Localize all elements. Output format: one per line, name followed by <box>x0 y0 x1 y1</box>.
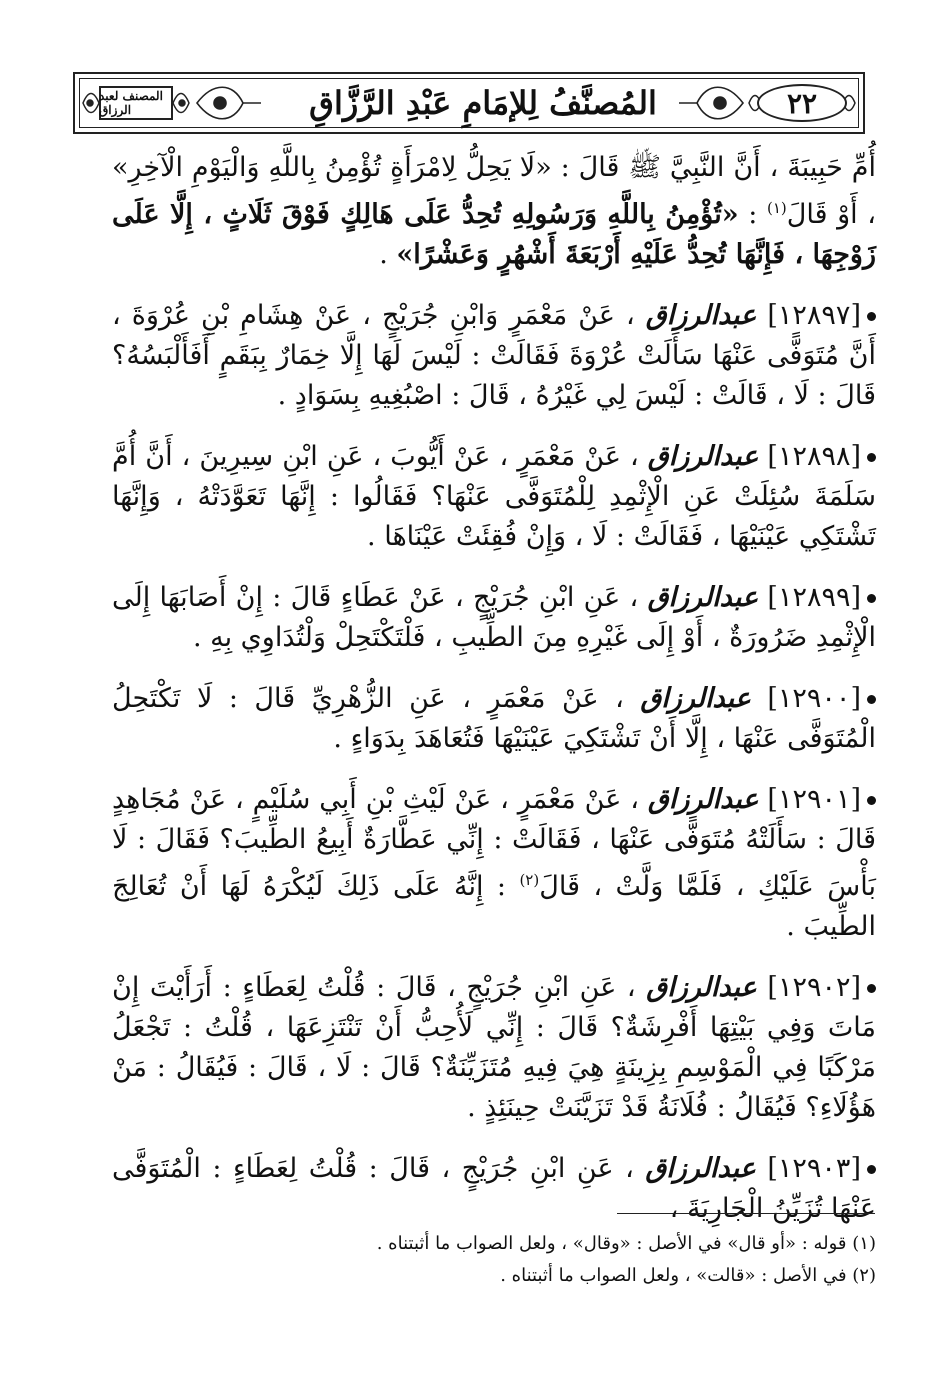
footnote-1: (١) قوله : «أو قال» في الأصل : «وقال» ، ولعل الصواب ما أثبتناه . <box>376 1233 876 1254</box>
page-number-text: ٢٢ <box>786 86 818 120</box>
entry-12898 <box>112 437 876 557</box>
entry-12897 <box>112 296 876 416</box>
entry-12903 <box>112 1149 876 1229</box>
hadith-text: «تُؤْمِنُ بِاللَّهِ وَرَسُولِهِ تُحِدُّ عَلَى هَالِكٍ فَوْقَ ثَلَاثٍ ، إِلَّا عَلَى زَوْجِهَا ، فَإِنَّهَا تُحِدُّ عَلَيْهِ أَرْبَعَةَ أَشْهُرٍ وَعَشْرًا» <box>112 199 876 270</box>
entry-number: [١٢٩٠٠] <box>767 683 861 714</box>
page-number <box>747 80 857 126</box>
entry-author: عبدالرزاق <box>647 582 759 613</box>
header-title: المُصنَّفُ لِلإمَامِ عَبْدِ الرَّزَّاقِ <box>309 84 657 122</box>
bullet-icon <box>867 312 876 321</box>
entry-text: ، عَنْ مَعْمَرٍ ، عَنِ الزُّهْرِيِّ قَالَ : لَا تَكْتَحِلُ الْمُتَوَفَّى عَنْهَا ، إِلَّا أَنْ تَشْتَكِيَ عَيْنَيْهَا فَتُعَاهَدَ بِدَوَاءٍ . <box>112 683 876 754</box>
footnote-divider <box>617 1213 875 1214</box>
emblem-text: المصنف لعبد الرزاق <box>99 89 163 117</box>
entry-number: [١٢٨٩٩] <box>767 582 861 613</box>
footnote-marker-1[interactable]: (١) <box>766 199 787 217</box>
bullet-icon <box>867 594 876 603</box>
entry-12901: [١٢٩٠١] عبدالرزاق ، عَنْ مَعْمَرٍ ، عَنْ لَيْثِ بْنِ أَبِي سُلَيْمٍ ، عَنْ مُجَاهِدٍ قَالَ : سَأَلَتْهُ مُتَوَفًّى عَنْهَا ، فَقَالَتْ : إِنِّي عَطَّارَةٌ أَبِيعُ الطِّيبَ؟ فَقَالَ : لَا بَأْسَ عَلَيْكِ ، فَلَمَّا وَلَّتْ ، قَالَ$^{(٢)}$ : إِنَّهُ عَلَى ذَلِكَ لَيُكْرَهُ لَهَا أَنْ تُعَالِجَ الطِّيبَ . <box>112 784 876 942</box>
entry-text: ، عَنْ مَعْمَرٍ ، عَنْ لَيْثِ بْنِ أَبِي سُلَيْمٍ ، عَنْ مُجَاهِدٍ قَالَ : سَأَلَتْهُ مُتَوَفًّى عَنْهَا ، فَقَالَتْ : إِنِّي عَطَّارَةٌ أَبِيعُ الطِّيبَ؟ فَقَالَ : لَا بَأْسَ عَلَيْكِ ، فَلَمَّا وَلَّتْ ، قَالَ <box>112 784 876 902</box>
entry-text: ، عَنِ ابْنِ جُرَيْجٍ ، عَنْ عَطَاءٍ قَالَ : إِنْ أَصَابَهَا إِلَى الْإِثْمِدِ ضَرُورَةٌ ، أَوْ إِلَى غَيْرِهِ مِنَ الطِّيبِ ، فَلْتَكْتَحِلْ وَلْتُدَاوِي بِهِ . <box>112 582 876 653</box>
footnote-2: (٢) في الأصل : «قالت» ، ولعل الصواب ما أثبتناه . <box>500 1265 876 1286</box>
entry-number: [١٢٨٩٨] <box>767 441 861 472</box>
footnote-marker-2[interactable]: (٢) <box>519 871 540 889</box>
entry-number: [١٢٨٩٧] <box>767 300 861 331</box>
book-emblem <box>81 80 191 126</box>
entry-author: عبدالرزاق <box>645 300 757 331</box>
footnotes <box>330 1228 876 1292</box>
bullet-icon <box>867 695 876 704</box>
bullet-icon <box>867 796 876 805</box>
entry-author: عبدالرزاق <box>646 972 757 1003</box>
entry-number: [١٢٩٠٢] <box>767 972 861 1003</box>
entry-12900 <box>112 679 876 759</box>
entry-text: ، عَنِ ابْنِ جُرَيْجٍ ، قَالَ : قُلْتُ لِعَطَاءٍ : أَرَأَيْتَ إِنْ مَاتَ وَفِي بَيْتِهَا أَفْرِشَةٌ؟ قَالَ : إِنِّي لَأُحِبُّ أَنْ تَنْتَزِعَهَا ، قُلْتُ : تَجْعَلُ مَرْكَبًا فِي الْمَوْسِمِ بِزِينَةٍ هِيَ فِيهِ مُتَزَيِّنَةٌ؟ قَالَ : لَا ، قَالَ : فَيُقَالُ : مَنْ هَؤُلَاءِ؟ فَيُقَالُ : فُلَانَةُ قَدْ تَزَيَّنَتْ حِينَئِذٍ . <box>112 972 876 1123</box>
entry-number: [١٢٩٠٣] <box>767 1153 861 1184</box>
entry-author: عبدالرزاق <box>640 683 751 714</box>
entry-author: عبدالرزاق <box>645 1153 756 1184</box>
entry-12902 <box>112 968 876 1128</box>
entry-text: ، عَنْ مَعْمَرٍ ، عَنْ أَيُّوبَ ، عَنِ ابْنِ سِيرِينَ ، أَنَّ أُمَّ سَلَمَةَ سُئِلَتْ عَنِ الْإِثْمِدِ لِلْمُتَوَفَّى عَنْهَا؟ فَقَالُوا : إِنَّهَا تَعَوَّدَتْهُ ، وَإِنَّهَا تَشْتَكِي عَيْنَيْهَا ، فَقَالَتْ : لَا ، وَإِنْ فُقِئَتْ عَيْنَاهَا . <box>112 441 876 552</box>
bullet-icon <box>867 984 876 993</box>
entry-number: [١٢٩٠١] <box>767 784 862 815</box>
main-text <box>112 148 876 1250</box>
entry-author: عبدالرزاق <box>647 784 759 815</box>
left-flourish-icon <box>193 80 303 126</box>
page-header <box>73 72 865 134</box>
entry-12899 <box>112 578 876 658</box>
intro-paragraph: أُمِّ حَبِيبَةَ ، أَنَّ النَّبِيَّ ﷺ قَالَ : «لَا يَحِلُّ لِامْرَأَةٍ تُؤْمِنُ بِاللَّهِ وَالْيَوْمِ الْآخِرِ» ، أَوْ قَالَ$^{(١)}$ : «تُؤْمِنُ بِاللَّهِ وَرَسُولِهِ تُحِدُّ عَلَى هَالِكٍ فَوْقَ ثَلَاثٍ ، إِلَّا عَلَى زَوْجِهَا ، فَإِنَّهَا تُحِدُّ عَلَيْهِ أَرْبَعَةَ أَشْهُرٍ وَعَشْرًا» . <box>112 152 876 270</box>
bullet-icon <box>867 1165 876 1174</box>
bullet-icon <box>867 453 876 462</box>
entry-text: ، عَنِ ابْنِ جُرَيْجٍ ، قَالَ : قُلْتُ لِعَطَاءٍ : الْمُتَوَفَّى عَنْهَا تُزَيِّنُ الْجَارِيَةَ ، <box>112 1153 876 1224</box>
intro-line: أُمِّ حَبِيبَةَ ، أَنَّ النَّبِيَّ ﷺ قَالَ : «لَا يَحِلُّ لِامْرَأَةٍ تُؤْمِنُ بِاللَّهِ وَالْيَوْمِ الْآخِرِ» ، أَوْ قَالَ <box>112 152 876 230</box>
entry-text: ، عَنْ مَعْمَرٍ وَابْنِ جُرَيْجٍ ، عَنْ هِشَامِ بْنِ عُرْوَةَ ، أَنَّ مُتَوَفًّى عَنْهَا سَأَلَتْ عُرْوَةَ فَقَالَتْ : لَيْسَ لَهَا إِلَّا خِمَارٌ بِبَقَمٍ أَفَأَلْبَسُهُ؟ قَالَ : لَا ، قَالَتْ : لَيْسَ لِي غَيْرُهُ ، قَالَ : اصْبُغِيهِ بِسَوَادٍ . <box>112 300 876 411</box>
entry-author: عبدالرزاق <box>647 441 759 472</box>
